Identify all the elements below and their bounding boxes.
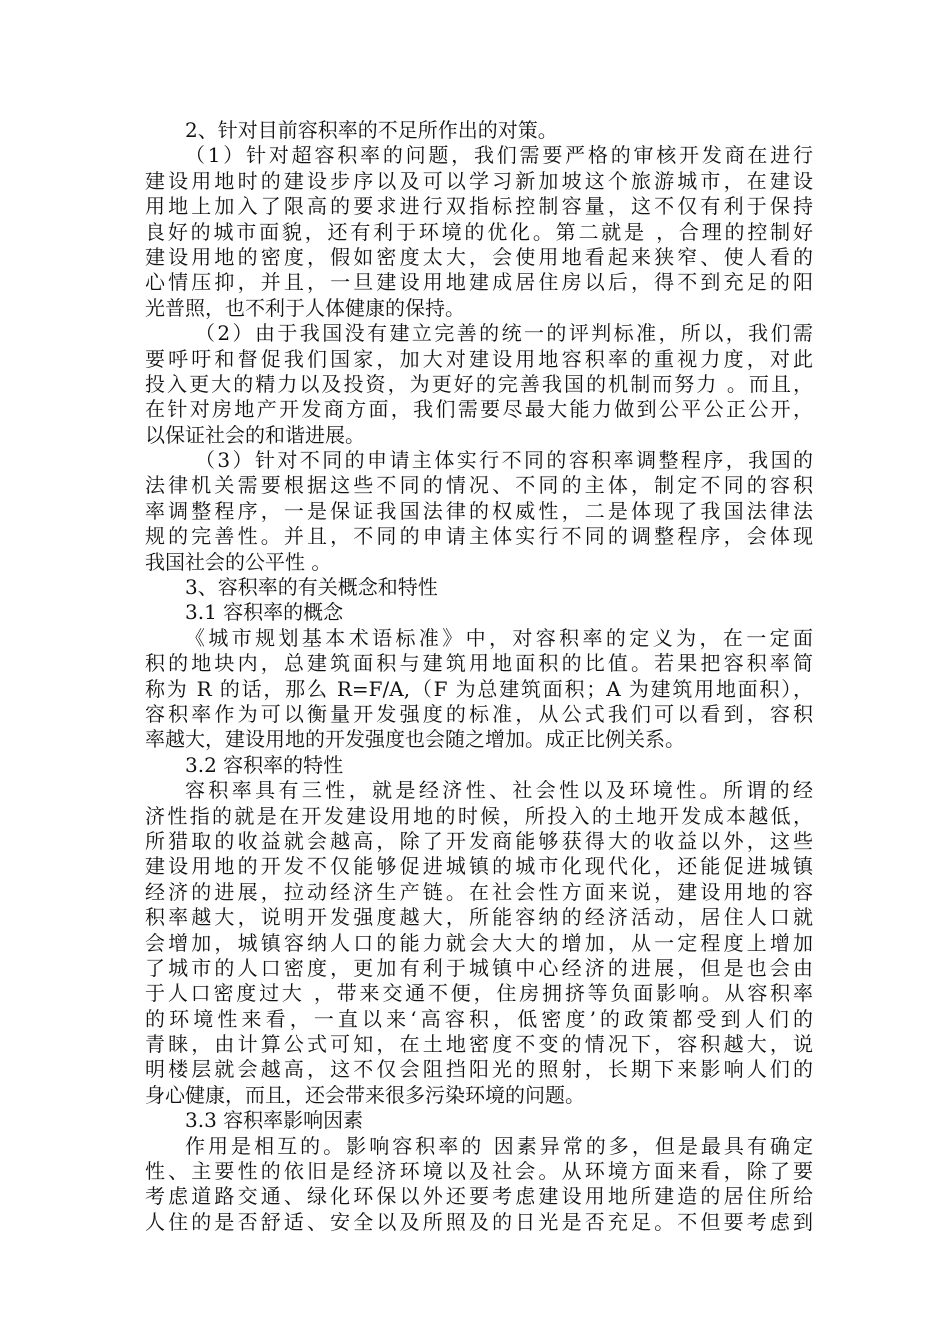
text-line: 建设用地的密度，假如密度太大，会使用地看起来狭窄、使人看的	[145, 244, 813, 269]
text-line: 率调整程序，一是保证我国法律的权威性，二是体现了我国法律法	[145, 498, 813, 523]
text-line: 于人口密度过大 ，带来交通不便，住房拥挤等负面影响。从容积率	[145, 981, 813, 1006]
text-line: 容积率作为可以衡量开发强度的标准，从公式我们可以看到，容积	[145, 701, 813, 726]
document-body	[145, 118, 813, 1235]
text-line: 明楼层就会越高，这不仅会阻挡阳光的照射，长期下来影响人们的	[145, 1057, 813, 1082]
text-line: 心情压抑，并且，一旦建设用地建成居住房以后，得不到充足的阳	[145, 270, 813, 295]
text-line: 建设用地时的建设步序以及可以学习新加坡这个旅游城市，在建设	[145, 168, 813, 193]
text-line: 了城市的人口密度，更加有利于城镇中心经济的进展，但是也会由	[145, 955, 813, 980]
text-line: 投入更大的精力以及投资，为更好的完善我国的机制而努力 。而且，	[145, 371, 813, 396]
text-line: 要呼吁和督促我们国家，加大对建设用地容积率的重视力度，对此	[145, 346, 813, 371]
text-line: 建设用地的开发不仅能够促进城镇的城市化现代化，还能促进城镇	[145, 854, 813, 879]
text-line: 规的完善性。并且，不同的申请主体实行不同的调整程序，会体现	[145, 524, 813, 549]
text-line: 在针对房地产开发商方面，我们需要尽最大能力做到公平公正公开，	[145, 397, 813, 422]
text-line: 我国社会的公平性 。	[145, 549, 332, 574]
text-line: 会增加，城镇容纳人口的能力就会大大的增加，从一定程度上增加	[145, 930, 813, 955]
text-line: 3.1 容积率的概念	[185, 600, 344, 625]
text-line: 光普照，也不利于人体健康的保持。	[145, 295, 465, 320]
text-line: 作用是相互的。影响容积率的 因素异常的多，但是最具有确定	[185, 1133, 813, 1158]
text-line: 的环境性来看，一直以来‘高容积，低密度’的政策都受到人们的	[145, 1006, 813, 1031]
text-line: 2、针对目前容积率的不足所作出的对策。	[185, 118, 558, 142]
text-line: 身心健康，而且，还会带来很多污染环境的问题。	[145, 1082, 585, 1107]
text-line: 3.2 容积率的特性	[185, 752, 344, 777]
text-line: 积的地块内，总建筑面积与建筑用地面积的比值。若果把容积率简	[145, 651, 813, 676]
text-line: 济性指的就是在开发建设用地的时候，所投入的土地开发成本越低，	[145, 803, 813, 828]
text-line: 所猎取的收益就会越高，除了开发商能够获得大的收益以外，这些	[145, 828, 813, 853]
text-line: （3）针对不同的申请主体实行不同的容积率调整程序，我国的	[195, 448, 813, 473]
text-line: 人住的是否舒适、安全以及所照及的日光是否充足。不但要考虑到	[145, 1209, 813, 1234]
text-line: （2）由于我国没有建立完善的统一的评判标准，所以，我们需	[195, 321, 813, 346]
text-line: 用地上加入了限高的要求进行双指标控制容量，这不仅有利于保持	[145, 194, 813, 219]
text-line: 率越大，建设用地的开发强度也会随之增加。成正比例关系。	[145, 727, 685, 752]
text-line: 3、容积率的有关概念和特性	[185, 575, 438, 600]
text-line: 3.3 容积率影响因素	[185, 1108, 364, 1133]
text-line: 青睐，由计算公式可知，在土地密度不变的情况下，容积越大，说	[145, 1032, 813, 1057]
text-line: 容积率具有三性，就是经济性、社会性以及环境性。所谓的经	[185, 778, 813, 803]
text-line: （1）针对超容积率的问题，我们需要严格的审核开发商在进行	[185, 143, 813, 168]
text-line: 称为 R 的话，那么 R=F/A,（F 为总建筑面积；A 为建筑用地面积），	[145, 676, 813, 701]
text-line: 法律机关需要根据这些不同的情况、不同的主体，制定不同的容积	[145, 473, 813, 498]
text-line: 以保证社会的和谐进展。	[145, 422, 365, 447]
text-line: 性、主要性的依旧是经济环境以及社会。从环境方面来看，除了要	[145, 1159, 813, 1184]
text-line: 积率越大，说明开发强度越大，所能容纳的经济活动，居住人口就	[145, 905, 813, 930]
text-line: 考虑道路交通、绿化环保以外还要考虑建设用地所建造的居住所给	[145, 1184, 813, 1209]
text-line: 良好的城市面貌，还有利于环境的优化。第二就是 ，合理的控制好	[145, 219, 813, 244]
text-line: 经济的进展，拉动经济生产链。在社会性方面来说，建设用地的容	[145, 879, 813, 904]
text-line: 《城市规划基本术语标准》中，对容积率的定义为，在一定面	[185, 625, 813, 650]
